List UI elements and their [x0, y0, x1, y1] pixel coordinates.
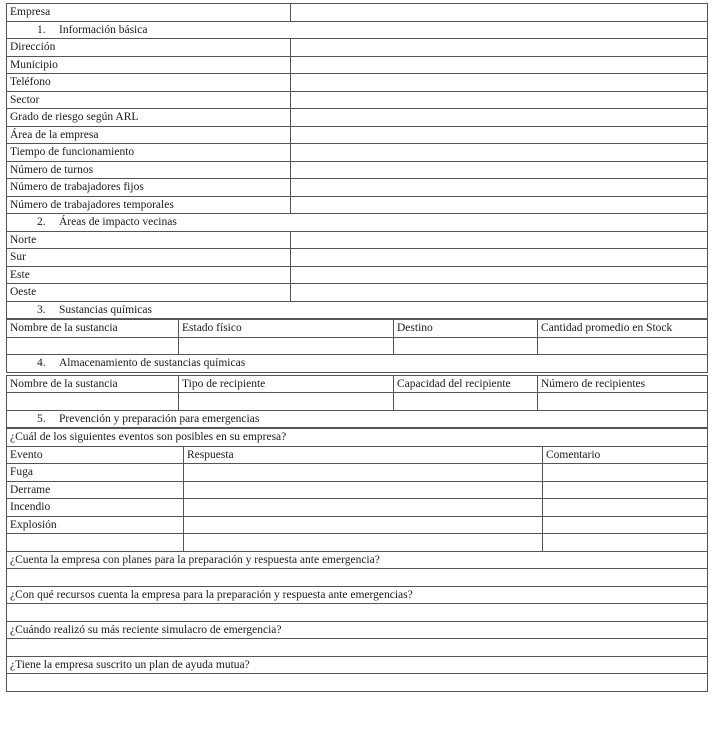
- field-label: Grado de riesgo según ARL: [7, 109, 291, 127]
- event-row: [7, 516, 708, 534]
- norte-field[interactable]: [291, 231, 708, 249]
- column-header: Nombre de la sustancia: [7, 320, 179, 338]
- field-label: Municipio: [7, 56, 291, 74]
- emergency-survey-form: [6, 3, 707, 692]
- section-3-title: Sustancias químicas: [59, 303, 152, 316]
- events-question-row: [7, 429, 708, 447]
- capacidad-recipiente-field[interactable]: [394, 393, 538, 411]
- storage-table: [6, 375, 708, 429]
- events-header-row: [7, 446, 708, 464]
- event-label: Derrame: [7, 481, 184, 499]
- answer-row: [7, 639, 708, 657]
- field-label: Número de trabajadores fijos: [7, 179, 291, 197]
- municipio-field[interactable]: [291, 56, 708, 74]
- field-row: [7, 109, 708, 127]
- estado-fisico-field[interactable]: [179, 337, 394, 355]
- field-row: [7, 126, 708, 144]
- sustancia-nombre-field[interactable]: [7, 393, 179, 411]
- column-header: Evento: [7, 446, 184, 464]
- field-row: [7, 39, 708, 57]
- column-header: Respuesta: [184, 446, 543, 464]
- emergency-table: [6, 428, 708, 692]
- field-row: [7, 249, 708, 267]
- ayuda-mutua-answer-field[interactable]: [7, 674, 708, 692]
- field-row: [7, 56, 708, 74]
- field-row: [7, 231, 708, 249]
- event-row: [7, 499, 708, 517]
- explosion-respuesta-field[interactable]: [184, 516, 543, 534]
- fuga-comentario-field[interactable]: [543, 464, 708, 482]
- answer-row: [7, 569, 708, 587]
- field-row: [7, 284, 708, 302]
- column-header: Estado físico: [179, 320, 394, 338]
- field-label: Número de trabajadores temporales: [7, 196, 291, 214]
- column-header: Tipo de recipiente: [179, 375, 394, 393]
- telefono-field[interactable]: [291, 74, 708, 92]
- oeste-field[interactable]: [291, 284, 708, 302]
- chemicals-input-row: [7, 337, 708, 355]
- column-header: Cantidad promedio en Stock: [538, 320, 708, 338]
- field-label: Área de la empresa: [7, 126, 291, 144]
- section-1-header: [7, 21, 708, 39]
- explosion-comentario-field[interactable]: [543, 516, 708, 534]
- storage-header-row: [7, 375, 708, 393]
- destino-field[interactable]: [394, 337, 538, 355]
- column-header: Destino: [394, 320, 538, 338]
- events-question: ¿Cuál de los siguientes eventos son posibles en su empresa?: [7, 429, 708, 447]
- trabajadores-temporales-field[interactable]: [291, 196, 708, 214]
- simulacro-answer-field[interactable]: [7, 639, 708, 657]
- question-label: ¿Cuándo realizó su más reciente simulacro de emergencia?: [7, 621, 708, 639]
- answer-row: [7, 674, 708, 692]
- recursos-answer-field[interactable]: [7, 604, 708, 622]
- question-row: [7, 586, 708, 604]
- grado-riesgo-field[interactable]: [291, 109, 708, 127]
- section-2-title: Áreas de impacto vecinas: [59, 216, 177, 229]
- section-4-number: 4.: [37, 357, 46, 370]
- event-label: Fuga: [7, 464, 184, 482]
- direccion-field[interactable]: [291, 39, 708, 57]
- event-label: Explosión: [7, 516, 184, 534]
- section-3-number: 3.: [37, 303, 46, 316]
- column-header: Comentario: [543, 446, 708, 464]
- empresa-field[interactable]: [291, 4, 708, 22]
- question-row: [7, 656, 708, 674]
- section-3-header: [7, 301, 708, 319]
- planes-emergencia-answer-field[interactable]: [7, 569, 708, 587]
- field-row: [7, 91, 708, 109]
- field-label: Dirección: [7, 39, 291, 57]
- field-label: Este: [7, 266, 291, 284]
- field-row: [7, 74, 708, 92]
- column-header: Capacidad del recipiente: [394, 375, 538, 393]
- derrame-comentario-field[interactable]: [543, 481, 708, 499]
- column-header: Número de recipientes: [538, 375, 708, 393]
- question-label: ¿Con qué recursos cuenta la empresa para la preparación y respuesta ante emergencias?: [7, 586, 708, 604]
- derrame-respuesta-field[interactable]: [184, 481, 543, 499]
- event-row: [7, 534, 708, 552]
- section-2-number: 2.: [37, 216, 46, 229]
- field-label: Tiempo de funcionamiento: [7, 144, 291, 162]
- numero-recipientes-field[interactable]: [538, 393, 708, 411]
- numero-turnos-field[interactable]: [291, 161, 708, 179]
- chemicals-table: [6, 319, 708, 373]
- fuga-respuesta-field[interactable]: [184, 464, 543, 482]
- extra-comentario-field[interactable]: [543, 534, 708, 552]
- field-row: [7, 144, 708, 162]
- storage-input-row: [7, 393, 708, 411]
- cantidad-stock-field[interactable]: [538, 337, 708, 355]
- section-4-header: [7, 355, 708, 373]
- answer-row: [7, 604, 708, 622]
- trabajadores-fijos-field[interactable]: [291, 179, 708, 197]
- field-label: Sector: [7, 91, 291, 109]
- chemicals-header-row: [7, 320, 708, 338]
- section-1-title: Información básica: [59, 23, 148, 36]
- field-label: Teléfono: [7, 74, 291, 92]
- field-label: Oeste: [7, 284, 291, 302]
- incendio-respuesta-field[interactable]: [184, 499, 543, 517]
- extra-event-field[interactable]: [7, 534, 184, 552]
- field-row: [7, 179, 708, 197]
- sustancia-nombre-field[interactable]: [7, 337, 179, 355]
- basic-info-table: [6, 3, 708, 319]
- section-2-header: [7, 214, 708, 232]
- extra-respuesta-field[interactable]: [184, 534, 543, 552]
- question-label: ¿Tiene la empresa suscrito un plan de ayuda mutua?: [7, 656, 708, 674]
- section-1-number: 1.: [37, 23, 46, 36]
- event-row: [7, 481, 708, 499]
- area-empresa-field[interactable]: [291, 126, 708, 144]
- event-label: Incendio: [7, 499, 184, 517]
- empresa-row: [7, 4, 708, 22]
- empresa-label: Empresa: [7, 4, 291, 22]
- section-4-title: Almacenamiento de sustancias químicas: [59, 357, 246, 370]
- field-label: Número de turnos: [7, 161, 291, 179]
- tiempo-funcionamiento-field[interactable]: [291, 144, 708, 162]
- section-5-header: [7, 410, 708, 428]
- column-header: Nombre de la sustancia: [7, 375, 179, 393]
- field-label: Norte: [7, 231, 291, 249]
- sector-field[interactable]: [291, 91, 708, 109]
- field-label: Sur: [7, 249, 291, 267]
- tipo-recipiente-field[interactable]: [179, 393, 394, 411]
- question-row: [7, 621, 708, 639]
- sur-field[interactable]: [291, 249, 708, 267]
- question-label: ¿Cuenta la empresa con planes para la preparación y respuesta ante emergencia?: [7, 551, 708, 569]
- field-row: [7, 266, 708, 284]
- incendio-comentario-field[interactable]: [543, 499, 708, 517]
- este-field[interactable]: [291, 266, 708, 284]
- section-5-number: 5.: [37, 412, 46, 425]
- event-row: [7, 464, 708, 482]
- section-5-title: Prevención y preparación para emergencias: [59, 412, 260, 425]
- field-row: [7, 161, 708, 179]
- question-row: [7, 551, 708, 569]
- field-row: [7, 196, 708, 214]
